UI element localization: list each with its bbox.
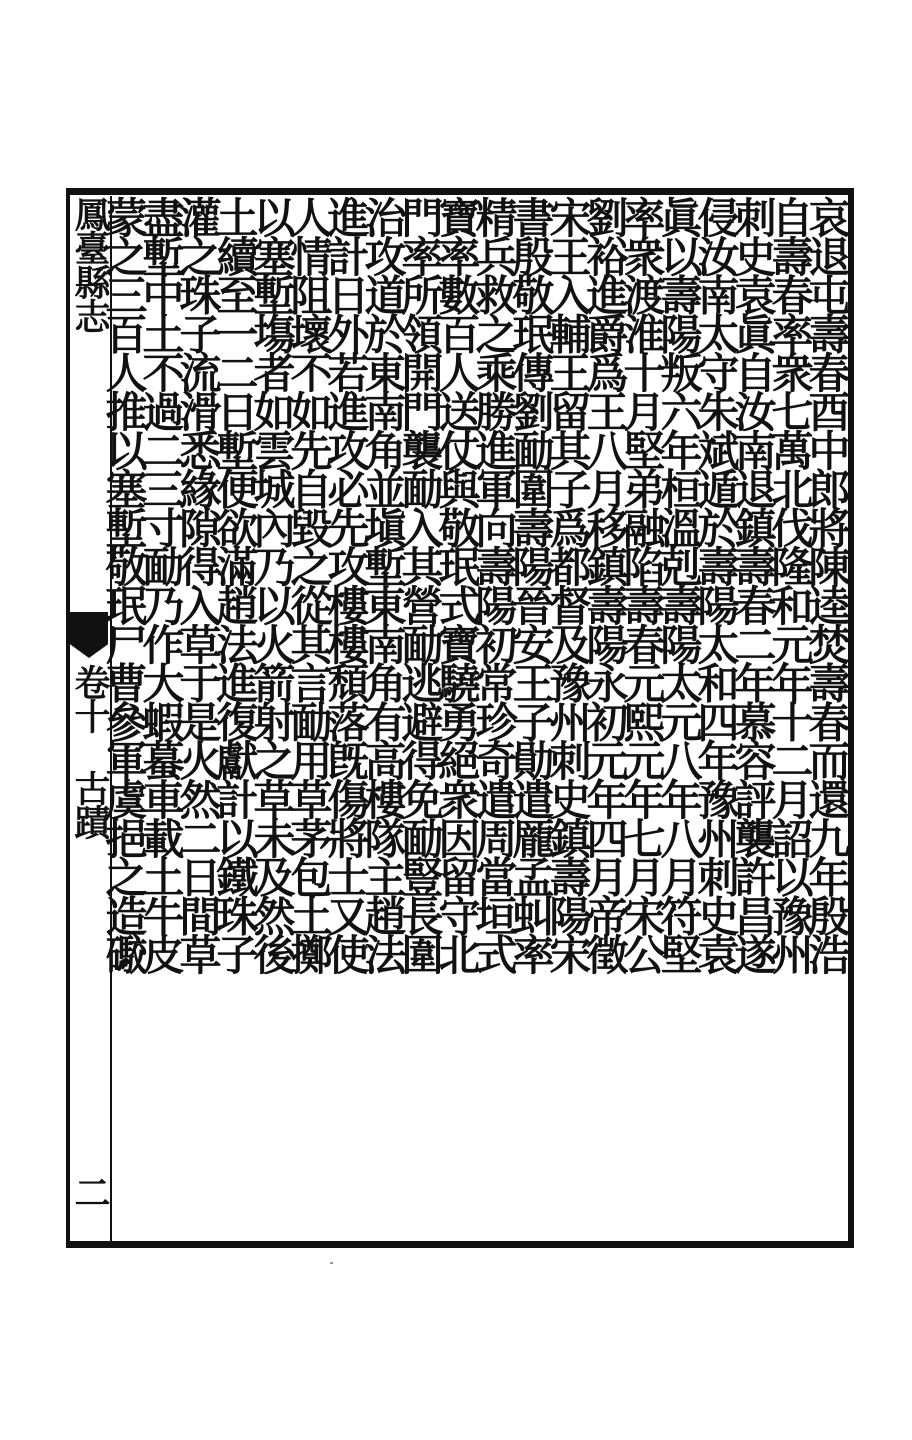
- text-column: 宋王入輔王留其子爲都督及豫州刺史鎮壽陽宋: [543, 196, 593, 973]
- text-column: 以塞塹塲者如雲城內乃以火箭射之草未及然後: [247, 196, 297, 973]
- text-column: 率衆渡淮十月堅弟融陷壽春元熙元年七月宋公: [617, 196, 667, 973]
- text-column: 蒙之三百人推以塞塹敬珉尸曹參軍虞挹之造礮: [99, 196, 149, 973]
- text-column: 寶率數百人送仗與敬珉式寶驍勇絕衆因留守北: [432, 196, 482, 973]
- volume-label: 卷十: [69, 664, 111, 732]
- text-column: 哀退屯壽春酉中郎將陳逵焚壽春而還九年殷浩: [802, 196, 852, 973]
- book-title: 鳳臺縣志: [69, 196, 111, 332]
- text-column: 劉裕進爵爲王八月移鎮壽陽永初元年四月帝徵: [580, 196, 630, 973]
- text-column: 書殷敬珉傳劉勔圍壽陽晉安王子勛遣龎孟虯率: [506, 196, 556, 973]
- text-column: 盡塹中土不過二三寸勔乃作大蝦蟇車載土牛皮: [136, 196, 186, 973]
- text-column: 灌之珠子流滑悉緣隙得入草于是火然二日間草: [173, 196, 223, 973]
- text-column: 土續至一二日塹便欲滿趙法進復獻計以鐵珠子: [210, 196, 260, 973]
- print-speck: [330, 1262, 333, 1264]
- text-column: 精兵救之乘勝進軍向壽陽初常珍奇遣周當垣式: [469, 196, 519, 973]
- text-column: 人情阻壞不如先自毀之從其言勔用草茅包土擲: [284, 196, 334, 973]
- text-column: 眞以壽陽叛六年桓溫剋壽陽太元八年八月符堅: [654, 196, 704, 973]
- text-column: 刺史袁眞自汝南退鎮壽春二年慕容評襲許昌遂: [728, 196, 778, 973]
- text-column: 自壽春率衆七萬北伐隆和元年十二月詔以豫州: [765, 196, 815, 973]
- text-column: 進計日外若進攻必先攻樓樓頹落旣傷將士又使: [321, 196, 371, 973]
- section-label: 古蹟: [69, 770, 111, 838]
- page-number: 二: [69, 1174, 111, 1210]
- text-column: 治攻道於東南角並塡塹東南角有高樓隊主趙法: [358, 196, 408, 973]
- text-column: 門率所領開門襲勔入其營勔逃避得免勔豎長圍: [395, 196, 445, 973]
- text-column: 侵汝南太守朱斌遁於壽陽太和四年豫州刺史袁: [691, 196, 741, 973]
